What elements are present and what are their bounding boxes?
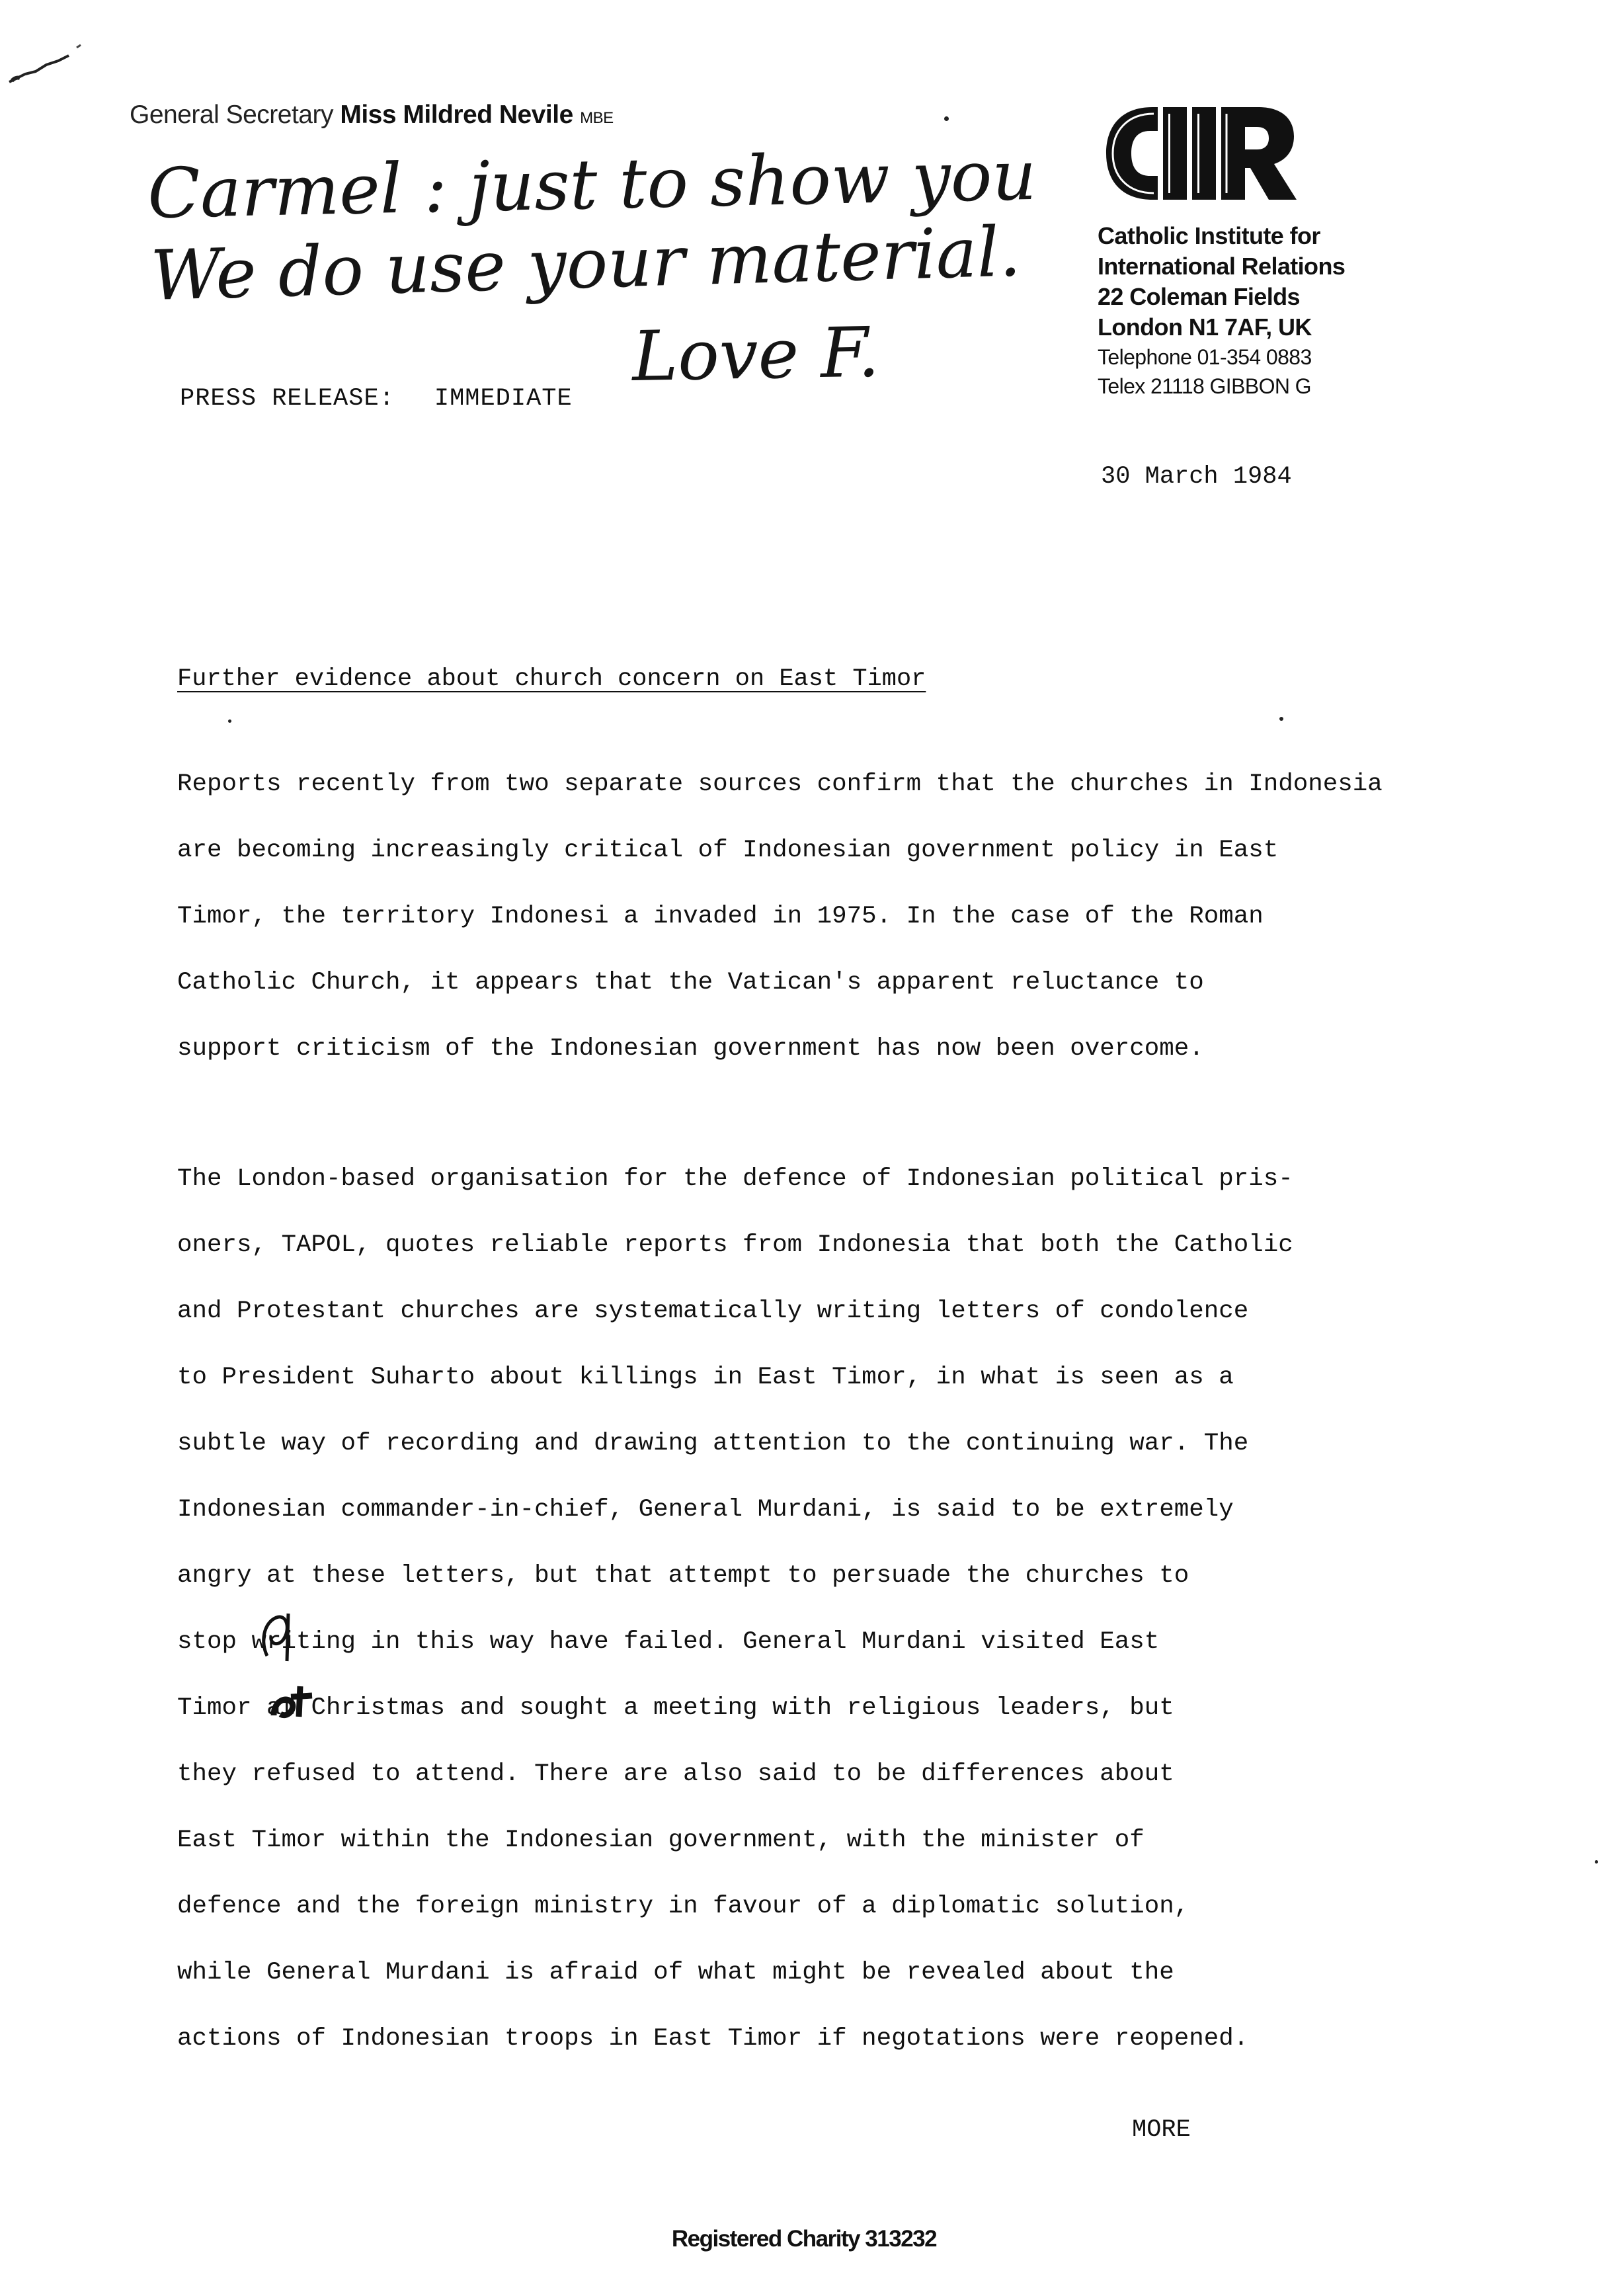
- paragraph-line: actions of Indonesian troops in East Timor if negotations were reopened.: [177, 2025, 1249, 2053]
- paragraph-line: angry at these letters, but that attempt to persuade the churches to: [177, 1562, 1189, 1590]
- release-label: PRESS RELEASE:: [180, 385, 395, 413]
- release-date: 30 March 1984: [1101, 463, 1292, 491]
- more-label: MORE: [1132, 2116, 1191, 2144]
- general-secretary-line: [130, 101, 614, 130]
- ciir-logo: [1101, 94, 1299, 210]
- secretary-honour: MBE: [580, 109, 614, 127]
- paragraph-line: Timor at Christmas and sought a meeting with religious leaders, but: [177, 1694, 1174, 1722]
- paragraph-line: East Timor within the Indonesian government, with the minister of: [177, 1826, 1145, 1854]
- organisation-address-block: [1098, 221, 1345, 401]
- secretary-label: General Secretary: [130, 101, 333, 129]
- paragraph-line: The London-based organisation for the defence of Indonesian political pris-: [177, 1165, 1293, 1193]
- secretary-name: Miss Mildred Nevile: [340, 101, 573, 129]
- speck: [1279, 717, 1283, 721]
- registered-charity-footer: Registered Charity 313232: [671, 2226, 937, 2252]
- release-type: IMMEDIATE: [434, 385, 573, 413]
- press-release-label: [180, 385, 573, 413]
- paragraph-line: are becoming increasingly critical of Indonesian government policy in East: [177, 837, 1279, 864]
- paragraph-line: support criticism of the Indonesian government has now been overcome.: [177, 1035, 1204, 1063]
- paragraph-line: and Protestant churches are systematically writing letters of condolence: [177, 1297, 1249, 1325]
- handwritten-at-mark-icon: [268, 1681, 319, 1722]
- headline: Further evidence about church concern on East Timor: [177, 665, 926, 693]
- paragraph-line: Catholic Church, it appears that the Vatican's apparent reluctance to: [177, 969, 1204, 997]
- org-name-line-2: International Relations: [1098, 253, 1346, 280]
- paragraph-line: subtle way of recording and drawing attention to the continuing war. The: [177, 1430, 1249, 1457]
- paragraph-2: [177, 1146, 1293, 2072]
- paragraph-line: defence and the foreign ministry in favour of a diplomatic solution,: [177, 1893, 1189, 1920]
- speck: [944, 116, 949, 121]
- speck: [1595, 1860, 1598, 1864]
- paragraph-line: stop writing in this way have failed. General Murdani visited East: [177, 1628, 1160, 1656]
- paragraph-line: they refused to attend. There are also said to be differences about: [177, 1760, 1174, 1788]
- paragraph-line: oners, TAPOL, quotes reliable reports from Indonesia that both the Catholic: [177, 1231, 1293, 1259]
- org-telex: Telex 21118 GIBBON G: [1098, 374, 1311, 398]
- org-telephone: Telephone 01-354 0883: [1098, 345, 1312, 369]
- handwritten-note-line-1: Carmel : just to show you: [147, 134, 1037, 234]
- org-name-line-1: Catholic Institute for: [1098, 222, 1320, 249]
- speck: [228, 719, 231, 723]
- org-address-line-2: London N1 7AF, UK: [1098, 313, 1312, 341]
- paragraph-line: while General Murdani is afraid of what might be revealed about the: [177, 1959, 1174, 1987]
- org-address-line-1: 22 Coleman Fields: [1098, 283, 1300, 310]
- handwritten-note-line-2: We do use your material.: [149, 211, 1022, 316]
- paragraph-1: [177, 751, 1383, 1082]
- handwritten-correction-mark-icon: [254, 1610, 309, 1665]
- stray-mark-icon: [5, 41, 85, 94]
- paragraph-line: Indonesian commander-in-chief, General Murdani, is said to be extremely: [177, 1496, 1234, 1524]
- paragraph-line: to President Suharto about killings in East Timor, in what is seen as a: [177, 1364, 1234, 1391]
- paragraph-line: Reports recently from two separate sources confirm that the churches in Indonesia: [177, 770, 1383, 798]
- handwritten-note-signature: Love F.: [631, 311, 881, 397]
- paragraph-line: Timor, the territory Indonesi a invaded in 1975. In the case of the Roman: [177, 903, 1264, 930]
